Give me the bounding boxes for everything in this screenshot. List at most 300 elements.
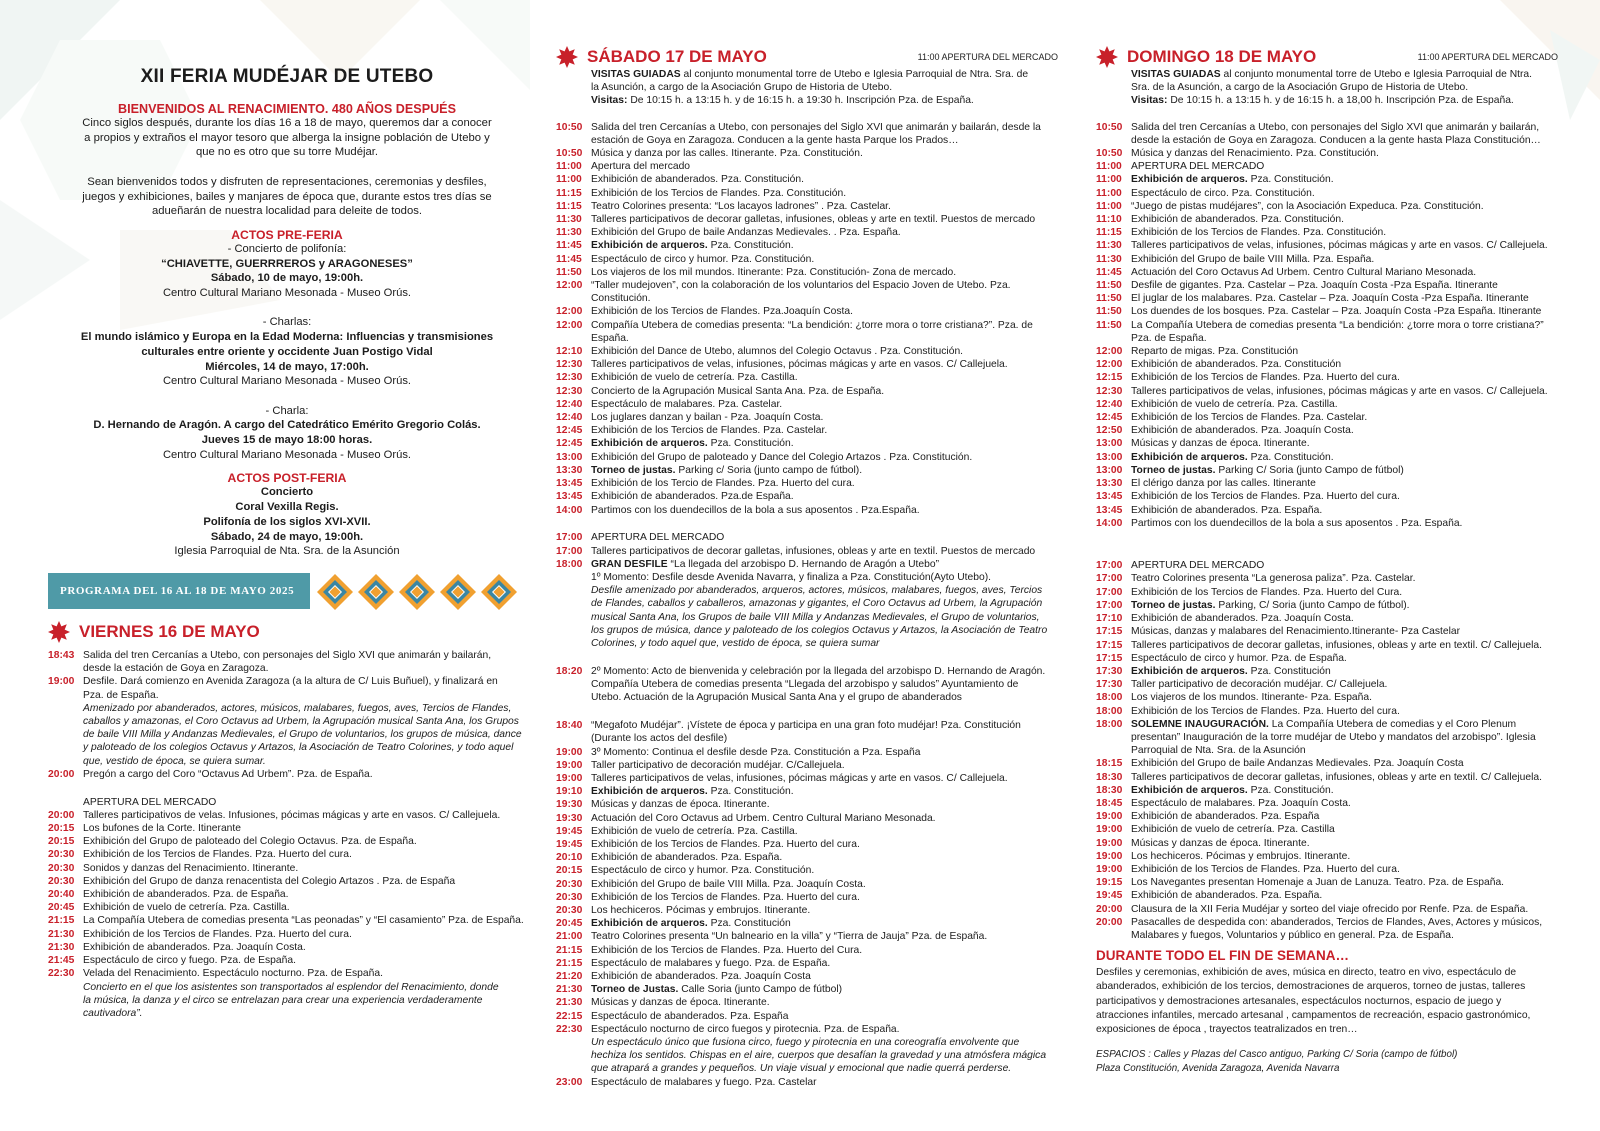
pre-feria-line: Centro Cultural Mariano Mesonada - Museo Orús. xyxy=(162,375,412,388)
schedule-row xyxy=(556,490,1058,503)
event-label: la música, la danza y el circo se entrelazan para crear una experiencia verdaderamente xyxy=(83,994,483,1006)
event-text xyxy=(591,611,1058,624)
event-label: Talleres participativos de velas, infusiones, pócimas mágicas y arte en vasos. C/ Callejuela. xyxy=(1131,240,1548,252)
event-label: Torneo de justas. xyxy=(1131,464,1216,476)
schedule-row xyxy=(556,878,1058,891)
event-label: Sonidos y danzas del Renacimiento. Itinerante. xyxy=(83,862,299,874)
list-gap xyxy=(48,301,526,316)
event-label: Torneo de justas. xyxy=(591,464,676,476)
event-label: los grupos de música, dance y paloteado de los colegios Octavus y Artazos, la Asociación de Teatro xyxy=(591,624,1048,636)
schedule-row xyxy=(556,371,1058,384)
event-text xyxy=(1131,345,1558,358)
event-text xyxy=(591,851,1058,864)
event-text xyxy=(591,147,1058,160)
event-time: 11:50 xyxy=(556,266,582,278)
event-text xyxy=(1131,652,1558,665)
event-label: Teatro Colorines presenta “Un balneario en la villa” y “Tierra de Jauja” Pza. de España. xyxy=(591,931,988,943)
event-text xyxy=(591,187,1058,200)
post-feria-line: Iglesia Parroquial de Nta. Sra. de la Asunción xyxy=(174,545,400,558)
event-label: presentan” Inauguración de la torre mudéjar de Utebo y mandatos del arzobispo”. Iglesia xyxy=(1131,731,1536,743)
event-text xyxy=(1131,134,1558,147)
event-time: 11:45 xyxy=(556,240,582,252)
event-text xyxy=(591,504,1058,517)
event-label: Exhibición de abanderados. Pza. España. xyxy=(1131,890,1323,902)
event-text xyxy=(591,451,1058,464)
event-time xyxy=(556,611,591,624)
schedule-row xyxy=(556,996,1058,1009)
event-label: Partimos con los duendecillos de la bola a sus aposentos . Pza. España. xyxy=(1131,517,1463,529)
event-time: 11:30 xyxy=(556,227,582,239)
schedule-row xyxy=(1096,292,1558,305)
event-text xyxy=(591,665,1058,678)
schedule-row xyxy=(556,970,1058,983)
event-label: Exhibición de vuelo de cetrería. Pza. Castilla. xyxy=(591,825,798,837)
espacios-text xyxy=(1096,1048,1558,1077)
schedule-row xyxy=(48,768,526,781)
event-text xyxy=(591,878,1058,891)
domingo-header xyxy=(1096,46,1558,68)
event-location: Pza. Constitución xyxy=(1247,665,1331,677)
event-label: Exhibición de los Tercios de Flandes. Pza. Constitución. xyxy=(591,187,847,199)
event-label: Partimos con los duendecillos de la bola a sus aposentos . Pza.España. xyxy=(591,504,920,516)
event-text xyxy=(591,319,1058,345)
event-text xyxy=(591,864,1058,877)
schedule-row xyxy=(48,809,526,822)
event-time xyxy=(556,584,591,597)
pre-feria-line: “CHIAVETTE, GUERRREROS y ARAGONESES” xyxy=(161,257,413,270)
event-time: 21:30 xyxy=(556,997,583,1009)
event-label: Espectáculo de circo y fuego. Pza. de España. xyxy=(83,955,296,967)
event-text xyxy=(591,239,1058,252)
event-time: 19:00 xyxy=(556,746,583,758)
schedule-row xyxy=(48,981,526,994)
schedule-row xyxy=(556,1062,1058,1075)
event-time: 11:30 xyxy=(1096,253,1122,265)
event-text xyxy=(591,983,1058,996)
event-label: Los hechiceros. Pócimas y embrujos. Itinerante. xyxy=(1131,850,1351,862)
schedule-gap xyxy=(48,781,526,796)
weekend-line: participativos y demostraciones artesanales, espectáculos nocturnos, espacio de juego y xyxy=(1096,995,1502,1007)
event-text xyxy=(83,941,526,954)
event-label: Los viajeros de los mil mundos. Itinerante: Pza. Constitución- Zona de mercado. xyxy=(591,266,957,278)
event-text xyxy=(83,649,526,662)
schedule-row xyxy=(556,732,1058,745)
event-text xyxy=(1131,517,1558,530)
event-text xyxy=(1131,731,1558,744)
event-label: “Juego de pistas mudéjares”, con la Asociación Expeduca. Pza. Constitución. xyxy=(1131,200,1484,212)
event-time: 11:50 xyxy=(1096,319,1122,331)
event-text xyxy=(1131,451,1558,464)
event-text xyxy=(1131,160,1558,173)
event-text xyxy=(83,796,526,809)
event-text xyxy=(591,490,1058,503)
event-label: Exhibición de arqueros. xyxy=(591,240,708,252)
event-text xyxy=(83,715,526,728)
schedule-row xyxy=(556,187,1058,200)
schedule-row xyxy=(48,1007,526,1020)
schedule-row xyxy=(1096,559,1558,572)
event-location: “La llegada del arzobispo D. Hernando de Aragón a Utebo” xyxy=(667,558,940,570)
event-text xyxy=(1131,266,1558,279)
event-text xyxy=(1131,292,1558,305)
schedule-row xyxy=(556,597,1058,610)
event-text xyxy=(83,954,526,967)
event-text xyxy=(591,424,1058,437)
schedule-row xyxy=(1096,863,1558,876)
event-text xyxy=(1131,639,1558,652)
event-label: 2º Momento: Acto de bienvenida y celebración por la llegada del arzobispo D. Hernando de Aragón. xyxy=(591,665,1046,677)
schedule-row xyxy=(556,504,1058,517)
schedule-row xyxy=(1096,889,1558,902)
event-time xyxy=(556,1049,591,1062)
event-label: Exhibición de los Tercios de Flandes. Pza. Huerto del Cura. xyxy=(1131,586,1403,598)
event-time: 11:30 xyxy=(556,214,582,226)
event-text xyxy=(83,901,526,914)
event-time xyxy=(556,134,591,147)
event-text xyxy=(1131,187,1558,200)
event-label: Teatro Colorines presenta: “Los lacayos ladrones” . Pza. Castelar. xyxy=(591,200,891,212)
event-time: 12:30 xyxy=(556,385,583,397)
event-time: 13:45 xyxy=(1096,491,1123,503)
schedule-row xyxy=(556,239,1058,252)
event-time: 19:00 xyxy=(1096,824,1123,836)
event-label: Torneo de Justas. xyxy=(591,984,679,996)
event-text xyxy=(1131,889,1558,902)
event-time: 11:00 xyxy=(1096,187,1122,199)
event-label: Espectáculo de malabares y fuego. Pza. de España. xyxy=(591,957,831,969)
schedule-row xyxy=(48,914,526,927)
schedule-row xyxy=(48,967,526,980)
schedule-row xyxy=(556,825,1058,838)
schedule-row xyxy=(1096,490,1558,503)
event-time: 13:30 xyxy=(556,464,583,476)
event-text xyxy=(83,967,526,980)
event-text xyxy=(1131,464,1558,477)
event-text xyxy=(591,597,1058,610)
schedule-row xyxy=(1096,731,1558,744)
welcome-subtitle: BIENVENIDOS AL RENACIMIENTO. 480 AÑOS DESPUÉS xyxy=(117,102,456,116)
schedule-row xyxy=(556,1076,1058,1089)
event-text xyxy=(591,545,1058,558)
event-text xyxy=(591,825,1058,838)
event-time: 11:15 xyxy=(1096,227,1122,239)
weekend-line: Desfiles y ceremonias, exhibición de aves, música en directo, teatro en vivo, espectáculo de xyxy=(1096,967,1517,979)
sabado-visits: VISITAS GUIADAS al conjunto monumental torre de Utebo e Iglesia Parroquial de Ntra. Sra. de la Asunción, a cargo de la Asociación Grupo de Historia de Utebo. Visitas: De 10:15 h. a 13:15 h. y de 16:15 h. a 19:30 h. Inscripción Pza. de España. xyxy=(591,69,1029,107)
event-text xyxy=(1131,757,1558,770)
event-text xyxy=(1131,771,1558,784)
event-text xyxy=(1131,903,1558,916)
event-location: Pza. Constitución. xyxy=(707,438,794,450)
event-label: de baile VIII Milla y Andanzas Medievales, el Grupo de voluntarios, los grupos de música, dance xyxy=(83,729,522,741)
event-time: 21:20 xyxy=(556,971,583,983)
schedule-row xyxy=(556,678,1058,691)
event-time xyxy=(556,678,591,691)
event-time: 11:45 xyxy=(1096,266,1122,278)
intro-line: que no es otro que su torre Mudéjar. xyxy=(195,146,379,159)
event-time: 19:30 xyxy=(556,799,583,811)
schedule-row xyxy=(1096,253,1558,266)
event-text xyxy=(1131,253,1558,266)
event-label: Músicas y danzas de época. Itinerante. xyxy=(1131,837,1310,849)
schedule-row xyxy=(556,531,1058,544)
event-time: 17:15 xyxy=(1096,652,1123,664)
event-time: 18:30 xyxy=(1096,784,1123,796)
event-label: Exhibición de abanderados. Pza. Joaquín Costa. xyxy=(1131,613,1354,625)
domingo-title: DOMINGO 18 DE MAYO xyxy=(1127,47,1317,66)
event-text xyxy=(591,305,1058,318)
schedule-row xyxy=(48,649,526,662)
schedule-row xyxy=(556,624,1058,637)
event-time: 13:00 xyxy=(556,451,583,463)
event-time xyxy=(556,1062,591,1075)
event-time: 11:50 xyxy=(1096,306,1122,318)
event-label: Los bufones de la Corte. Itinerante xyxy=(83,823,241,835)
event-text xyxy=(83,888,526,901)
event-label: Velada del Renacimiento. Espectáculo nocturno. Pza. de España. xyxy=(83,968,383,980)
event-text xyxy=(83,994,526,1007)
event-time: 20:30 xyxy=(48,849,75,861)
event-time: 11:00 xyxy=(1096,161,1122,173)
event-time xyxy=(556,1036,591,1049)
schedule-row xyxy=(48,755,526,768)
pre-feria-line: D. Hernando de Aragón. A cargo del Catedrático Emérito Gregorio Colás. xyxy=(93,419,481,432)
event-label: Los Navegantes presentan Homenaje a Juan de Lanuza. Teatro. Pza. de España. xyxy=(1131,877,1505,889)
event-text xyxy=(83,662,526,675)
event-time: 12:30 xyxy=(556,372,583,384)
event-text xyxy=(1131,586,1558,599)
event-time: 22:30 xyxy=(556,1023,583,1035)
event-label: musical Santa Ana, los Grupos de baile VIII Milla y Andanzas Medievales, el Grupo de voluntarios, xyxy=(591,611,1040,623)
schedule-row xyxy=(556,1023,1058,1036)
event-label: Exhibición de arqueros. xyxy=(591,918,708,930)
espacios-line: ESPACIOS : Calles y Plazas del Casco antiguo, Parking C/ Soria (campo de fútbol) xyxy=(1096,1048,1458,1060)
schedule-row xyxy=(556,904,1058,917)
event-text xyxy=(591,957,1058,970)
event-text xyxy=(83,741,526,754)
event-text xyxy=(83,848,526,861)
event-time: 22:15 xyxy=(556,1010,583,1022)
schedule-row xyxy=(1096,625,1558,638)
event-text xyxy=(1131,213,1558,226)
event-text xyxy=(1131,239,1558,252)
event-label: Concierto en el que los asistentes son transportados al esplendor del Renacimiento, donde xyxy=(83,981,499,993)
event-text xyxy=(1131,837,1558,850)
schedule-row xyxy=(1096,718,1558,731)
event-time: 18:45 xyxy=(1096,797,1123,809)
event-time xyxy=(48,796,83,809)
event-label: Espectáculo de abanderados. Pza. España xyxy=(591,1010,789,1022)
star-icon xyxy=(48,621,70,643)
event-label: Exhibición de arqueros. xyxy=(591,786,708,798)
schedule-row xyxy=(1096,451,1558,464)
event-label: Salida del tren Cercanías a Utebo, con personajes del Siglo XVI que animarán y bailarán, xyxy=(83,649,492,661)
event-label: Talleres participativos de decorar galletas, infusiones, obleas y arte en textil. Puestos de mercado xyxy=(591,214,1036,226)
event-label: Talleres participativos de velas, infusiones, pócimas mágicas y arte en vasos. C/ Callejuela. xyxy=(1131,385,1548,397)
intro-line: adueñarán de nuestra localidad para deleite de todos. xyxy=(151,205,423,218)
schedule-row xyxy=(1096,187,1558,200)
event-text xyxy=(1131,411,1558,424)
event-text xyxy=(591,678,1058,691)
post-feria-list xyxy=(48,485,526,559)
event-text xyxy=(83,835,526,848)
schedule-row xyxy=(556,160,1058,173)
event-time xyxy=(1096,731,1131,744)
event-time: 11:00 xyxy=(556,174,582,186)
event-label: Exhibición del Grupo de baile Andanzas Medievales. Pza. Joaquín Costa xyxy=(1131,758,1464,770)
pre-feria-line: Sábado, 10 de mayo, 19:00h. xyxy=(210,272,364,285)
intro-line: Sean bienvenidos todos y disfruten de representaciones, ceremonias y desfiles, xyxy=(87,175,487,188)
event-text xyxy=(591,411,1058,424)
event-time: 12:00 xyxy=(556,306,583,318)
event-time: 13:00 xyxy=(1096,464,1123,476)
event-label: Exhibición de los Tercios de Flandes. Pza. Huerto del cura. xyxy=(591,891,860,903)
schedule-row xyxy=(48,728,526,741)
event-text xyxy=(591,746,1058,759)
event-time: 20:30 xyxy=(48,862,75,874)
event-time: 11:50 xyxy=(1096,293,1122,305)
event-text xyxy=(83,728,526,741)
event-label: Malabares y fuegos, Voluntarios y público en general. Pza. de España. xyxy=(1131,929,1454,941)
event-text xyxy=(83,1007,526,1020)
event-text xyxy=(1131,863,1558,876)
event-label: Exhibición de arqueros. xyxy=(1131,784,1248,796)
post-feria-line: Coral Vexilla Regis. xyxy=(235,501,339,514)
pre-feria-line: Centro Cultural Mariano Mesonada - Museo Orús. xyxy=(162,287,412,300)
intro-line: a propios y extraños el mayor tesoro que alberga la insigne población de Utebo y xyxy=(84,131,490,144)
event-text xyxy=(1131,850,1558,863)
event-time: 20:00 xyxy=(1096,903,1123,915)
schedule-row xyxy=(1096,797,1558,810)
schedule-row xyxy=(556,345,1058,358)
event-text xyxy=(1131,797,1558,810)
event-label: Actuación del Coro Octavus ad Urbem. Centro Cultural Mariano Mesonada. xyxy=(591,812,936,824)
event-text xyxy=(1131,599,1558,612)
event-text xyxy=(1131,810,1558,823)
event-label: Exhibición de abanderados. Pza. Joaquín Costa. xyxy=(1131,425,1354,437)
schedule-row xyxy=(556,746,1058,759)
event-label: Exhibición de vuelo de cetrería. Pza. Castilla xyxy=(1131,824,1335,836)
event-time: 20:15 xyxy=(48,836,75,848)
schedule-row xyxy=(1096,599,1558,612)
event-text xyxy=(591,624,1058,637)
event-label: que, vestido de época, se quiera sumar. xyxy=(83,755,266,767)
pre-feria-list xyxy=(48,242,526,463)
schedule-row xyxy=(1096,411,1558,424)
schedule-row xyxy=(48,662,526,675)
event-time xyxy=(556,637,591,650)
event-time: 21:15 xyxy=(556,957,583,969)
event-text xyxy=(591,996,1058,1009)
schedule-row xyxy=(1096,678,1558,691)
schedule-row xyxy=(1096,916,1558,929)
event-label: Torneo de justas. xyxy=(1131,599,1216,611)
schedule-row xyxy=(556,200,1058,213)
schedule-row xyxy=(1096,437,1558,450)
event-label: Exhibición de los Tercios de Flandes. Pza. Huerto del cura. xyxy=(591,839,860,851)
pre-feria-line: Jueves 15 de mayo 18:00 horas. xyxy=(201,434,373,447)
event-label: Exhibición de abanderados. Pza. España xyxy=(1131,811,1320,823)
geometric-tile-icon xyxy=(316,573,522,611)
event-time: 11:00 xyxy=(556,161,582,173)
post-feria-line: Concierto xyxy=(260,486,314,499)
domingo-column xyxy=(1096,0,1558,1077)
event-label: Salida del tren Cercanías a Utebo, con personajes del Siglo XVI que animarán y bailarán, xyxy=(1131,121,1540,133)
event-text xyxy=(1131,678,1558,691)
event-time xyxy=(556,624,591,637)
event-label: Taller participativo de decoración mudéjar. C/Callejuela. xyxy=(591,759,845,771)
intro-column xyxy=(48,0,526,1020)
event-text xyxy=(591,385,1058,398)
event-label: Exhibición de los Tercios de Flandes. Pza. Huerto del cura. xyxy=(83,928,352,940)
event-time: 18:15 xyxy=(1096,758,1123,770)
sabado-header xyxy=(556,46,1058,68)
schedule-row xyxy=(48,702,526,715)
schedule-row xyxy=(556,917,1058,930)
event-text xyxy=(591,772,1058,785)
event-text xyxy=(1131,929,1558,942)
event-text xyxy=(591,477,1058,490)
event-label: Exhibición de abanderados. Pza. España. xyxy=(1131,504,1323,516)
event-text xyxy=(1131,612,1558,625)
event-time: 20:10 xyxy=(556,852,583,864)
event-label: Pregón a cargo del Coro “Octavus Ad Urbem”. Pza. de España. xyxy=(83,768,373,780)
event-time: 17:15 xyxy=(1096,626,1123,638)
event-text xyxy=(591,437,1058,450)
event-label: Exhibición del Grupo de baile Andanzas Medievales. . Pza. España. xyxy=(591,227,901,239)
event-label: “Megafoto Mudéjar”. ¡Vístete de época y participa en una gran foto mudéjar! Pza. Constitución xyxy=(591,720,1021,732)
pre-feria-line: - Charla: xyxy=(265,404,309,417)
schedule-row xyxy=(1096,823,1558,836)
event-time xyxy=(48,981,83,994)
event-text xyxy=(1131,504,1558,517)
schedule-row xyxy=(556,691,1058,704)
schedule-row xyxy=(556,279,1058,305)
event-label: 1º Momento: Desfile desde Avenida Navarra, y finaliza a Pza. Constitución(Ayto Utebo). xyxy=(591,572,992,583)
event-time: 21:15 xyxy=(48,915,75,927)
schedule-row xyxy=(1096,134,1558,147)
event-label: 3º Momento: Continua el desfile desde Pza. Constitución a Pza. España xyxy=(591,746,921,758)
schedule-row xyxy=(1096,477,1558,490)
schedule-row xyxy=(48,862,526,875)
event-time: 12:00 xyxy=(556,319,583,331)
schedule-row xyxy=(1096,810,1558,823)
event-time: 12:30 xyxy=(556,359,583,371)
event-time xyxy=(48,741,83,754)
event-label: Exhibición de arqueros. xyxy=(1131,174,1248,186)
event-time: 12:45 xyxy=(556,425,583,437)
event-label: desde la estación de Goya en Zaragoza. Conducen a la gente hasta Plaza Constitución… xyxy=(1131,134,1541,146)
schedule-row xyxy=(1096,572,1558,585)
schedule-row xyxy=(556,838,1058,851)
event-location: Parking C/ Soria (junto Campo de fútbol) xyxy=(1215,464,1404,476)
event-time xyxy=(48,715,83,728)
event-text xyxy=(1131,319,1558,332)
domingo-schedule xyxy=(1096,121,1558,943)
event-label: Concierto de la Agrupación Musical Santa Ana. Pza. de España. xyxy=(591,385,885,397)
event-text xyxy=(1131,147,1558,160)
event-text xyxy=(83,702,526,715)
schedule-row xyxy=(556,944,1058,957)
event-label: El clérigo danza por las calles. Itinerante xyxy=(1131,478,1316,490)
event-label: Reparto de migas. Pza. Constitución xyxy=(1131,346,1299,358)
schedule-row xyxy=(48,796,526,809)
event-label: Taller participativo de decoración mudéjar. C/ Callejuela. xyxy=(1131,679,1388,691)
event-text xyxy=(591,1062,1058,1075)
event-text xyxy=(591,637,1058,650)
schedule-row xyxy=(1096,121,1558,134)
schedule-row xyxy=(48,901,526,914)
event-label: Exhibición de abanderados. Pza. Joaquín Costa. xyxy=(83,941,306,953)
